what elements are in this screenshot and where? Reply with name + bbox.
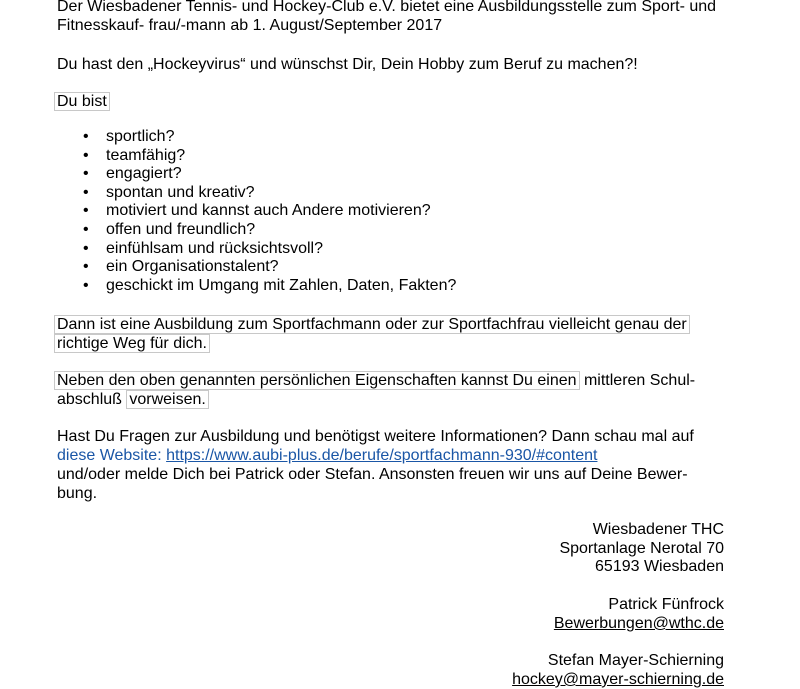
website-label: diese Website: (57, 447, 167, 464)
fragen-line-1: Hast Du Fragen zur Ausbildung und benötigst weitere Informationen? Dann schau mal auf (57, 428, 694, 445)
contact-name-patrick: Patrick Fünfrock (608, 596, 724, 613)
club-name: Wiesbadener THC (592, 521, 724, 538)
dann-line-1: Dann ist eine Ausbildung zum Sportfachmann oder zur Sportfachfrau vielleicht genau der (57, 315, 690, 334)
du-bist-text: Du bist (54, 92, 110, 111)
website-link[interactable]: https://www.aubi-plus.de/berufe/sportfachmann-930/#content (166, 447, 598, 464)
bullet-icon: • (83, 258, 89, 276)
list-item: • einfühlsam und rücksichtsvoll? (83, 239, 323, 257)
list-item: • spontan und kreativ? (83, 183, 255, 201)
list-item: • engagiert? (83, 165, 182, 183)
bullet-icon: • (83, 146, 89, 164)
du-bist-heading (57, 92, 110, 111)
bullet-icon: • (83, 183, 89, 201)
bullet-icon: • (83, 202, 89, 220)
bullet-icon: • (83, 220, 89, 238)
dann-line-2: richtige Weg für dich. (57, 334, 210, 353)
bullet-icon: • (83, 165, 89, 183)
fragen-line-2 (57, 446, 597, 465)
email-link-bewerbungen[interactable]: Bewerbungen@wthc.de (553, 615, 724, 632)
fragen-line-3: und/oder melde Dich bei Patrick oder Stefan. Ansonsten freuen wir uns auf Deine Bewer- (57, 466, 688, 483)
list-item: • ein Organisationstalent? (83, 258, 279, 276)
bullet-icon: • (83, 239, 89, 257)
list-item: • offen und freundlich? (83, 220, 256, 238)
email-link-hockey[interactable]: hockey@mayer-schierning.de (512, 671, 724, 688)
club-city: 65193 Wiesbaden (595, 558, 724, 575)
hockeyvirus-question: Du hast den „Hockeyvirus“ und wünschst Dir, Dein Hobby zum Beruf zu machen?! (57, 56, 638, 73)
list-item: • geschickt im Umgang mit Zahlen, Daten, Fakten? (83, 276, 457, 294)
list-item: • sportlich? (83, 128, 175, 145)
neben-line-1: Neben den oben genannten persönlichen Eigenschaften kannst Du einen mittleren Schul- (57, 371, 695, 390)
intro-line-1: Der Wiesbadener Tennis- und Hockey-Club e.V. bietet eine Ausbildungsstelle zum Sport- und (57, 0, 717, 15)
bullet-icon: • (83, 128, 89, 145)
neben-line-2: abschluß vorweisen. (57, 390, 209, 409)
fragen-line-4: bung. (57, 485, 98, 502)
contact-name-stefan: Stefan Mayer-Schierning (547, 652, 724, 669)
club-street: Sportanlage Nerotal 70 (559, 540, 724, 557)
bullet-icon: • (83, 276, 89, 294)
traits-list (57, 128, 456, 295)
list-item: • teamfähig? (83, 146, 186, 164)
intro-line-2: Fitnesskauf- frau/-mann ab 1. August/September 2017 (57, 17, 443, 34)
list-item: • motiviert und kannst auch Andere motivieren? (83, 202, 431, 220)
